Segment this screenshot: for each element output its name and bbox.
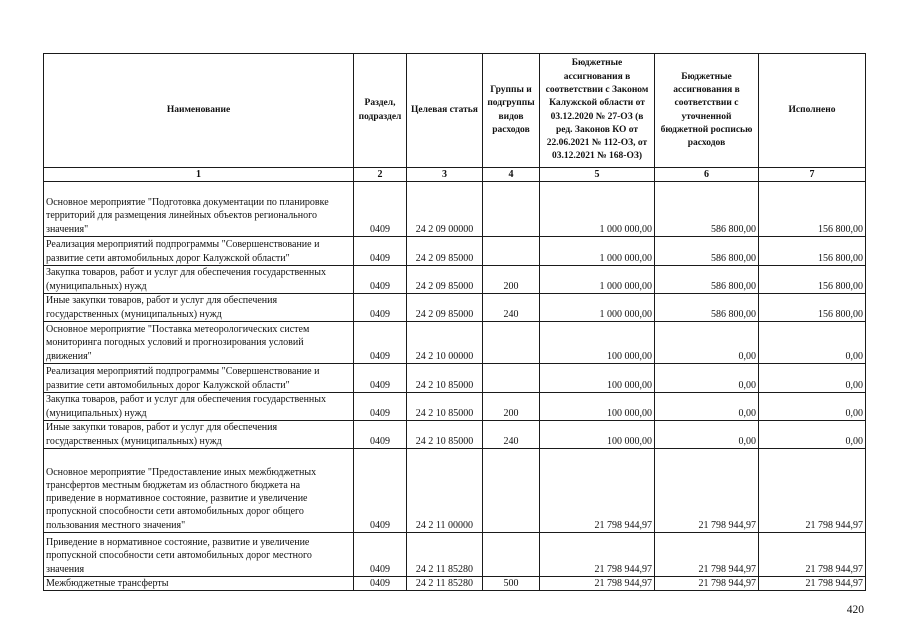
cell-refined: 21 798 944,97 (655, 577, 759, 591)
cell-group: 500 (483, 577, 540, 591)
header-budget-law: Бюджетные ассигнования в соответствии с Законом Калужской области от 03.12.2020 № 27-ОЗ (в ред. Законов КО от 22.06.2021 № 112-ОЗ, от 03.12.2021 № 168-ОЗ) (540, 54, 655, 168)
cell-law: 21 798 944,97 (540, 533, 655, 577)
col-number: 4 (483, 168, 540, 182)
cell-name: Иные закупки товаров, работ и услуг для обеспечения государственных (муниципальных) нужд (44, 421, 354, 449)
cell-refined: 586 800,00 (655, 182, 759, 237)
table-row (44, 182, 866, 237)
page-number: 420 (846, 604, 864, 616)
col-number: 5 (540, 168, 655, 182)
cell-group (483, 533, 540, 577)
cell-target: 24 2 10 85000 (407, 421, 483, 449)
cell-executed: 0,00 (759, 393, 866, 421)
cell-name: Закупка товаров, работ и услуг для обеспечения государственных (муниципальных) нужд (44, 393, 354, 421)
cell-name: Закупка товаров, работ и услуг для обеспечения государственных (муниципальных) нужд (44, 266, 354, 294)
cell-group (483, 322, 540, 364)
cell-target: 24 2 10 85000 (407, 364, 483, 393)
cell-law: 21 798 944,97 (540, 449, 655, 533)
table-row (44, 449, 866, 533)
col-number: 6 (655, 168, 759, 182)
cell-executed: 156 800,00 (759, 182, 866, 237)
header-budget-refined: Бюджетные ассигнования в соответствии с уточненной бюджетной росписью расходов (655, 54, 759, 168)
table-row (44, 294, 866, 322)
cell-law: 1 000 000,00 (540, 237, 655, 266)
cell-target: 24 2 09 00000 (407, 182, 483, 237)
cell-law: 1 000 000,00 (540, 294, 655, 322)
cell-group (483, 237, 540, 266)
cell-section: 0409 (354, 421, 407, 449)
cell-law: 100 000,00 (540, 364, 655, 393)
header-executed: Исполнено (759, 54, 866, 168)
cell-executed: 156 800,00 (759, 266, 866, 294)
cell-group (483, 449, 540, 533)
cell-executed: 156 800,00 (759, 294, 866, 322)
cell-section: 0409 (354, 237, 407, 266)
col-number: 2 (354, 168, 407, 182)
table-row (44, 577, 866, 591)
header-name: Наименование (44, 54, 354, 168)
cell-target: 24 2 09 85000 (407, 266, 483, 294)
cell-law: 100 000,00 (540, 322, 655, 364)
cell-target: 24 2 11 85280 (407, 577, 483, 591)
cell-section: 0409 (354, 533, 407, 577)
table-row (44, 266, 866, 294)
cell-law: 1 000 000,00 (540, 266, 655, 294)
cell-section: 0409 (354, 266, 407, 294)
cell-executed: 156 800,00 (759, 237, 866, 266)
cell-target: 24 2 10 00000 (407, 322, 483, 364)
cell-name: Основное мероприятие "Поставка метеорологических систем мониторинга погодных условий и прогнозирования условий движения" (44, 322, 354, 364)
header-groups: Группы и подгруппы видов расходов (483, 54, 540, 168)
cell-name: Реализация мероприятий подпрограммы "Совершенствование и развитие сети автомобильных дорог Калужской области" (44, 364, 354, 393)
cell-target: 24 2 11 00000 (407, 449, 483, 533)
cell-refined: 21 798 944,97 (655, 533, 759, 577)
cell-target: 24 2 09 85000 (407, 294, 483, 322)
cell-executed: 21 798 944,97 (759, 577, 866, 591)
cell-target: 24 2 10 85000 (407, 393, 483, 421)
cell-section: 0409 (354, 449, 407, 533)
cell-executed: 21 798 944,97 (759, 449, 866, 533)
cell-refined: 0,00 (655, 364, 759, 393)
cell-refined: 0,00 (655, 421, 759, 449)
cell-section: 0409 (354, 294, 407, 322)
cell-law: 100 000,00 (540, 421, 655, 449)
header-section: Раздел, подраздел (354, 54, 407, 168)
cell-name: Реализация мероприятий подпрограммы "Совершенствование и развитие сети автомобильных дорог Калужской области" (44, 237, 354, 266)
cell-section: 0409 (354, 577, 407, 591)
cell-executed: 0,00 (759, 364, 866, 393)
cell-group (483, 182, 540, 237)
cell-group: 200 (483, 266, 540, 294)
col-number: 3 (407, 168, 483, 182)
cell-refined: 0,00 (655, 393, 759, 421)
cell-group: 240 (483, 421, 540, 449)
budget-table (43, 53, 866, 591)
cell-law: 21 798 944,97 (540, 577, 655, 591)
table-row (44, 237, 866, 266)
table-row (44, 533, 866, 577)
cell-name: Основное мероприятие "Подготовка документации по планировке территорий для размещения линейных объектов регионального значения" (44, 182, 354, 237)
cell-section: 0409 (354, 393, 407, 421)
cell-refined: 21 798 944,97 (655, 449, 759, 533)
cell-name: Межбюджетные трансферты (44, 577, 354, 591)
table-row (44, 364, 866, 393)
table-row (44, 421, 866, 449)
cell-name: Иные закупки товаров, работ и услуг для обеспечения государственных (муниципальных) нужд (44, 294, 354, 322)
cell-refined: 586 800,00 (655, 237, 759, 266)
col-number: 7 (759, 168, 866, 182)
cell-section: 0409 (354, 322, 407, 364)
table-row (44, 322, 866, 364)
cell-name: Основное мероприятие "Предоставление иных межбюджетных трансфертов местным бюджетам из областного бюджета на приведение в нормативное состояние, развитие и увеличение пропускной способности сети автомобильных дорог общего пользования местного значения" (44, 449, 354, 533)
cell-target: 24 2 09 85000 (407, 237, 483, 266)
cell-section: 0409 (354, 364, 407, 393)
header-target: Целевая статья (407, 54, 483, 168)
col-number: 1 (44, 168, 354, 182)
cell-refined: 586 800,00 (655, 266, 759, 294)
table-row (44, 393, 866, 421)
cell-group: 240 (483, 294, 540, 322)
cell-refined: 0,00 (655, 322, 759, 364)
table-body (44, 182, 866, 591)
cell-section: 0409 (354, 182, 407, 237)
cell-target: 24 2 11 85280 (407, 533, 483, 577)
cell-executed: 21 798 944,97 (759, 533, 866, 577)
cell-law: 100 000,00 (540, 393, 655, 421)
cell-group (483, 364, 540, 393)
cell-law: 1 000 000,00 (540, 182, 655, 237)
cell-refined: 586 800,00 (655, 294, 759, 322)
cell-executed: 0,00 (759, 322, 866, 364)
cell-name: Приведение в нормативное состояние, развитие и увеличение пропускной способности сети автомобильных дорог местного значения (44, 533, 354, 577)
cell-group: 200 (483, 393, 540, 421)
cell-executed: 0,00 (759, 421, 866, 449)
